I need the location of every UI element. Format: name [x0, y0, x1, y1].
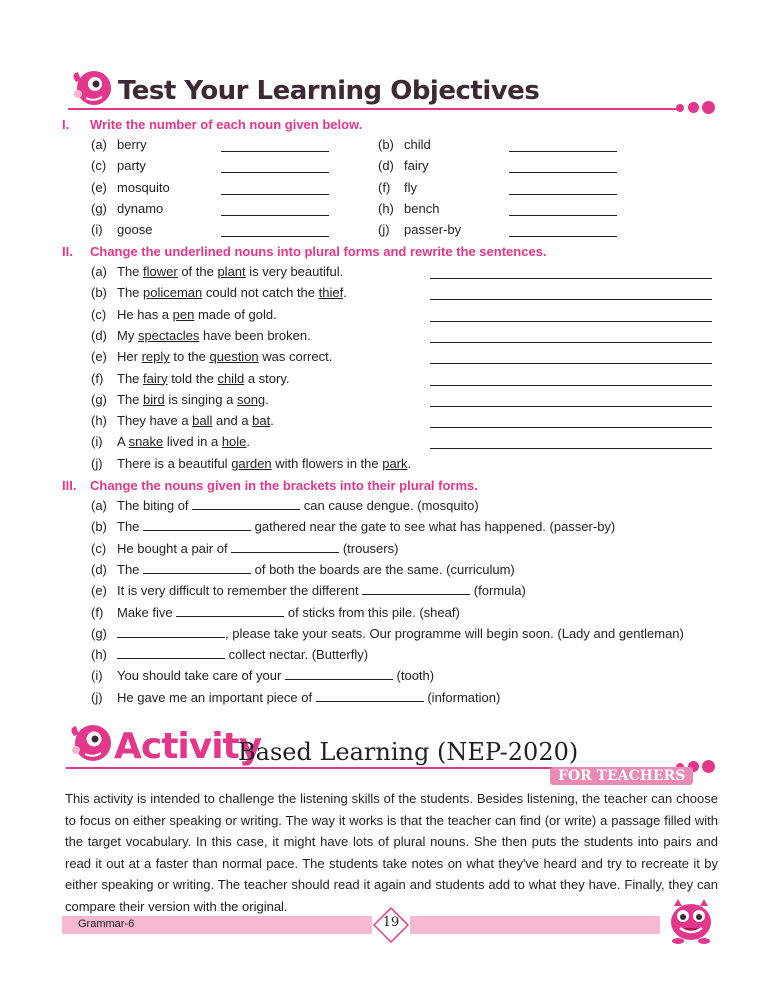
sentence-text: gathered near the gate to see what has happened. (passer-by) — [251, 519, 616, 535]
fill-blank-item — [91, 605, 460, 620]
item-label: (h) — [91, 647, 107, 663]
fill-blank-item — [91, 519, 615, 534]
answer-line[interactable] — [430, 278, 712, 279]
answer-blank[interactable] — [221, 215, 329, 216]
noun-word: child — [404, 137, 431, 152]
noun-word: dynamo — [117, 200, 164, 216]
footer-book-label: Grammar-6 — [78, 918, 135, 930]
item-label: (d) — [91, 327, 107, 343]
section-2-heading: II. Change the underlined nouns into plural forms and rewrite the sentences. — [62, 244, 547, 259]
item-label: (i) — [91, 434, 103, 450]
sentence-item — [91, 413, 274, 428]
sentence-text: (tooth) — [392, 668, 435, 684]
item-label: (j) — [91, 689, 103, 705]
sentence-item — [91, 392, 269, 407]
fill-blank-item — [91, 498, 479, 513]
sentence-text: . — [246, 434, 251, 450]
page-number: 19 — [382, 915, 400, 930]
noun-word: goose — [117, 222, 153, 238]
sentence-text: . — [343, 285, 347, 301]
for-teachers-badge: FOR TEACHERS — [550, 767, 693, 785]
item-label: (e) — [91, 179, 107, 195]
answer-blank[interactable] — [117, 626, 225, 638]
noun-word: party — [117, 158, 146, 174]
sentence-text: made of gold. — [194, 306, 277, 322]
noun-item — [91, 201, 163, 216]
item-label: (j) — [91, 455, 103, 471]
item-label: (b) — [91, 519, 107, 535]
item-label: (a) — [91, 498, 107, 513]
fill-blank-item — [91, 562, 515, 577]
sentence-item — [91, 349, 332, 364]
activity-mascot-icon — [66, 718, 114, 764]
sentence-text: a story. — [244, 370, 290, 386]
underlined-noun: bird — [143, 391, 165, 407]
sentence-text: of both the boards are the same. (curriculum) — [251, 561, 515, 577]
sentence-text: He has a — [117, 306, 173, 322]
underlined-noun: fairy — [143, 370, 168, 386]
sentence-text: of sticks from this pile. (sheaf) — [284, 604, 460, 620]
sentence-text: told the — [167, 370, 218, 386]
answer-blank[interactable] — [231, 541, 339, 553]
sentence-text: . — [270, 413, 274, 429]
answer-blank[interactable] — [509, 215, 617, 216]
answer-blank[interactable] — [509, 236, 617, 237]
answer-blank[interactable] — [221, 194, 329, 195]
item-label: (c) — [91, 306, 107, 322]
sentence-text: collect nectar. (Butterfly) — [225, 647, 369, 663]
sentence-text: The — [117, 370, 144, 386]
item-label: (h) — [91, 413, 107, 429]
answer-line[interactable] — [430, 363, 712, 364]
item-label: (f) — [91, 604, 104, 620]
answer-blank[interactable] — [221, 151, 329, 152]
sentence-text: The biting of — [117, 498, 193, 513]
header-mascot-icon — [68, 64, 114, 108]
underlined-noun: policeman — [143, 285, 203, 301]
sentence-text: lived in a — [163, 434, 222, 450]
answer-blank[interactable] — [176, 605, 284, 617]
footer-band — [410, 916, 660, 934]
answer-blank[interactable] — [362, 583, 470, 595]
item-label: (g) — [91, 391, 107, 407]
sentence-item — [91, 285, 347, 300]
sentence-text: and a — [212, 413, 253, 429]
sentence-item — [91, 456, 411, 471]
noun-item — [378, 222, 461, 237]
item-label: (c) — [91, 158, 107, 174]
answer-blank[interactable] — [316, 690, 424, 702]
answer-blank[interactable] — [117, 647, 225, 659]
answer-line[interactable] — [430, 448, 712, 449]
item-label: (d) — [91, 561, 107, 577]
fill-blank-item — [91, 690, 500, 705]
underlined-noun: bat — [252, 413, 271, 429]
sentence-text: They have a — [117, 413, 193, 429]
answer-blank[interactable] — [143, 519, 251, 531]
item-label: (h) — [378, 200, 394, 216]
answer-line[interactable] — [430, 299, 712, 300]
answer-line[interactable] — [430, 406, 712, 407]
answer-blank[interactable] — [221, 236, 329, 237]
sentence-text: (trousers) — [339, 540, 399, 556]
noun-word: mosquito — [117, 179, 170, 195]
header-dot — [702, 101, 715, 114]
sentence-text: You should take care of your — [117, 668, 285, 684]
sentence-text: It is very difficult to remember the different — [117, 583, 363, 599]
section-1-heading: I. Write the number of each noun given below. — [62, 117, 363, 132]
noun-item — [91, 158, 146, 173]
sentence-text: could not catch the — [202, 285, 319, 301]
item-label: (c) — [91, 540, 107, 556]
sentence-text: to the — [169, 349, 210, 365]
underlined-noun: park — [382, 455, 408, 471]
noun-word: berry — [117, 137, 147, 152]
section-3-heading: III. Change the nouns given in the brackets into their plural forms. — [62, 478, 478, 493]
underlined-noun: song — [236, 391, 266, 407]
sentence-text: The — [117, 561, 144, 577]
sentence-text: A — [117, 434, 129, 450]
sentence-item — [91, 264, 343, 279]
noun-item — [378, 158, 429, 173]
answer-blank[interactable] — [221, 172, 329, 173]
noun-item — [91, 180, 170, 195]
sentence-text: He bought a pair of — [117, 540, 232, 556]
sentence-text: is very beautiful. — [245, 264, 344, 279]
noun-item — [378, 180, 417, 195]
answer-line[interactable] — [430, 427, 712, 428]
sentence-text: My — [117, 327, 138, 343]
answer-blank[interactable] — [143, 562, 251, 574]
sentence-text: Her — [117, 349, 142, 365]
sentence-text: . — [265, 391, 269, 407]
header-rule — [68, 108, 680, 110]
sentence-text: (formula) — [470, 583, 526, 599]
noun-word: fairy — [404, 158, 429, 174]
underlined-noun: ball — [192, 413, 213, 429]
item-label: (a) — [91, 137, 107, 152]
sentence-text: . — [407, 455, 412, 471]
item-label: (j) — [378, 222, 390, 238]
underlined-noun: hole — [221, 434, 247, 450]
sentence-item — [91, 307, 277, 322]
noun-item — [91, 137, 147, 152]
noun-word: bench — [404, 200, 440, 216]
item-label: (g) — [91, 625, 107, 641]
answer-blank[interactable] — [285, 668, 393, 680]
underlined-noun: thief — [318, 285, 344, 301]
fill-blank-item — [91, 668, 434, 683]
sentence-text: (information) — [423, 689, 501, 705]
item-label: (e) — [91, 583, 107, 599]
noun-item — [378, 201, 439, 216]
noun-word: fly — [404, 179, 417, 195]
underlined-noun: child — [217, 370, 245, 386]
answer-line[interactable] — [430, 321, 712, 322]
underlined-noun: reply — [141, 349, 170, 365]
sentence-text: He gave me an important piece of — [117, 689, 316, 705]
sentence-text: of the — [177, 264, 218, 279]
noun-word: passer-by — [404, 222, 462, 238]
sentence-text: is singing a — [164, 391, 237, 407]
fill-blank-item — [91, 583, 526, 598]
activity-dot — [702, 760, 715, 773]
page-title: Test Your Learning Objectives — [118, 76, 540, 106]
item-label: (b) — [378, 137, 394, 152]
sentence-text: have been broken. — [199, 327, 311, 343]
item-label: (b) — [91, 285, 107, 301]
answer-line[interactable] — [430, 342, 712, 343]
sentence-text: The — [117, 391, 144, 407]
item-label: (i) — [91, 668, 103, 684]
answer-blank[interactable] — [509, 151, 617, 152]
activity-title: Activity — [114, 726, 262, 767]
fill-blank-item — [91, 626, 684, 641]
underlined-noun: spectacles — [137, 327, 200, 343]
sentence-text: , please take your seats. Our programme will begin soon. (Lady and gentleman) — [225, 625, 684, 641]
underlined-noun: flower — [143, 264, 178, 279]
answer-blank[interactable] — [192, 498, 300, 510]
sentence-text: with flowers in the — [271, 455, 383, 471]
item-label: (i) — [91, 222, 103, 238]
sentence-item — [91, 371, 289, 386]
fill-blank-item — [91, 541, 398, 556]
item-label: (f) — [378, 179, 391, 195]
underlined-noun: snake — [128, 434, 164, 450]
item-label: (g) — [91, 200, 107, 216]
sentence-text: The — [117, 285, 144, 301]
item-label: (a) — [91, 264, 107, 279]
item-label: (e) — [91, 349, 107, 365]
header-dot — [688, 102, 699, 113]
sentence-text: was correct. — [258, 349, 333, 365]
fill-blank-item — [91, 647, 368, 662]
sentence-text: The — [117, 519, 144, 535]
noun-item — [378, 137, 431, 152]
sentence-text: There is a beautiful — [117, 455, 232, 471]
answer-blank[interactable] — [509, 172, 617, 173]
header-dot — [676, 104, 684, 112]
activity-paragraph: This activity is intended to challenge the listening skills of the students. Besides listening, the teacher can choose to focus on either speaking or writing. The way it works is that the teacher can find (or write) a passage filled with the target vocabulary. In this case, it might have lots of plural nouns. She then puts the students into pairs and read it out at a faster than normal pace. The students take notes on what they've heard and try to recreate it by either speaking or writing. The teacher should read it again and students add to what they have. Finally, they can compare their version with the original. — [65, 791, 718, 914]
footer-mascot-icon — [664, 896, 718, 944]
sentence-text: The — [117, 264, 144, 279]
sentence-item — [91, 434, 250, 449]
noun-item — [91, 222, 152, 237]
answer-line[interactable] — [430, 385, 712, 386]
underlined-noun: plant — [217, 264, 246, 279]
answer-blank[interactable] — [509, 194, 617, 195]
item-label: (f) — [91, 370, 104, 386]
sentence-item — [91, 328, 311, 343]
sentence-text: can cause dengue. (mosquito) — [300, 498, 479, 513]
underlined-noun: question — [209, 349, 259, 365]
underlined-noun: garden — [231, 455, 272, 471]
item-label: (d) — [378, 158, 394, 174]
sentence-text: Make five — [117, 604, 177, 620]
underlined-noun: pen — [172, 306, 195, 322]
activity-subtitle: Based Learning (NEP-2020) — [238, 738, 579, 766]
